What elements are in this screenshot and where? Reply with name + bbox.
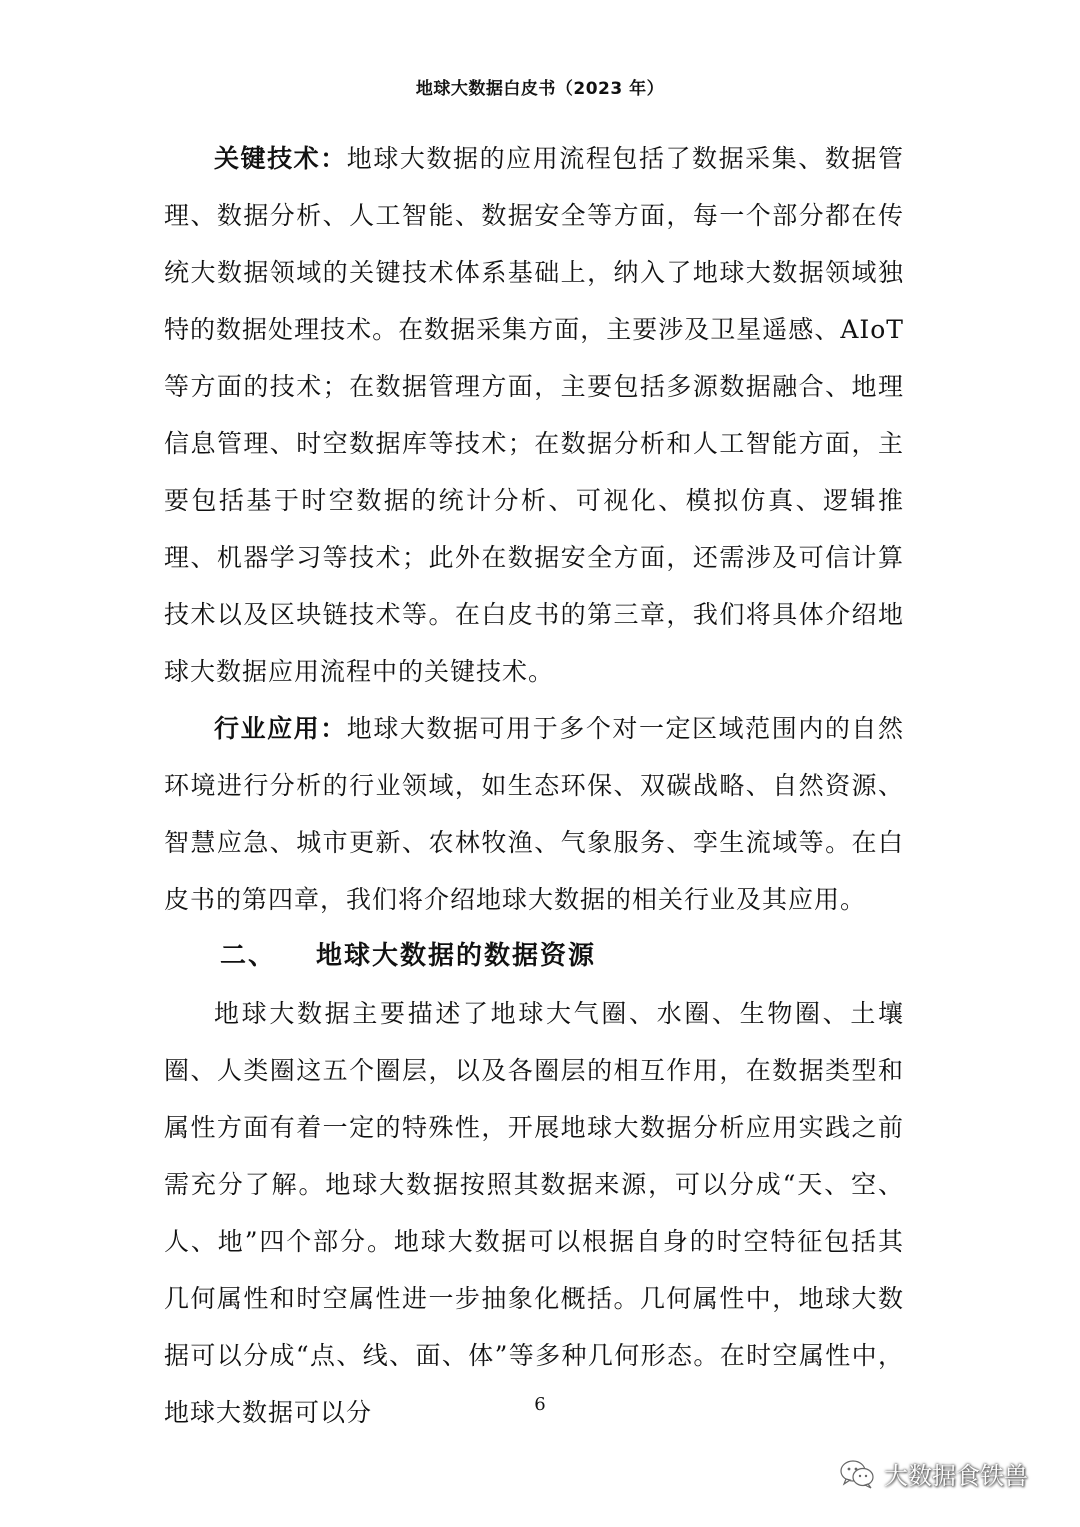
data-resource-paragraph: 地球大数据主要描述了地球大气圈、水圈、生物圈、土壤圈、人类圈这五个圈层，以及各圈层的相互作用，在数据类型和属性方面有着一定的特殊性，开展地球大数据分析应用实践之前需充分了解。地球大数据按照其数据来源，可以分成“天、空、人、地”四个部分。地球大数据可以根据自身的时空特征包括其几何属性和时空属性进一步抽象化概括。几何属性中，地球大数据可以分成“点、线、面、体”等多种几何形态。在时空属性中，地球大数据可以分 <box>164 999 904 1427</box>
section-heading <box>164 928 904 985</box>
page-number: 6 <box>534 1394 546 1415</box>
watermark <box>838 1456 1028 1491</box>
industry-application-paragraph <box>164 700 904 928</box>
section-title: 地球大数据的数据资源 <box>316 941 597 971</box>
wechat-icon <box>838 1458 876 1490</box>
industry-application-term: 行业应用： <box>214 714 347 743</box>
page-header: 地球大数据白皮书（2023 年） <box>415 79 665 99</box>
key-technology-paragraph <box>164 130 904 700</box>
key-technology-text: 地球大数据的应用流程包括了数据采集、数据管理、数据分析、人工智能、数据安全等方面，每一个部分都在传统大数据领域的关键技术体系基础上，纳入了地球大数据领域独特的数据处理技术。在数据采集方面，主要涉及卫星遥感、AIoT 等方面的技术；在数据管理方面，主要包括多源数据融合、地理信息管理、时空数据库等技术；在数据分析和人工智能方面，主要包括基于时空数据的统计分析、可视化、模拟仿真、逻辑推理、机器学习等技术；此外在数据安全方面，还需涉及可信计算技术以及区块链技术等。在白皮书的第三章，我们将具体介绍地球大数据应用流程中的关键技术。 <box>164 144 904 686</box>
page-content <box>164 130 904 1441</box>
section-number: 二、 <box>220 941 277 971</box>
industry-application-text: 地球大数据可用于多个对一定区域范围内的自然环境进行分析的行业领域，如生态环保、双碳战略、自然资源、智慧应急、城市更新、农林牧渔、气象服务、孪生流域等。在白皮书的第四章，我们将介绍地球大数据的相关行业及其应用。 <box>164 714 904 914</box>
key-technology-term: 关键技术： <box>214 144 347 173</box>
watermark-text: 大数据食铁兽 <box>884 1462 1028 1490</box>
